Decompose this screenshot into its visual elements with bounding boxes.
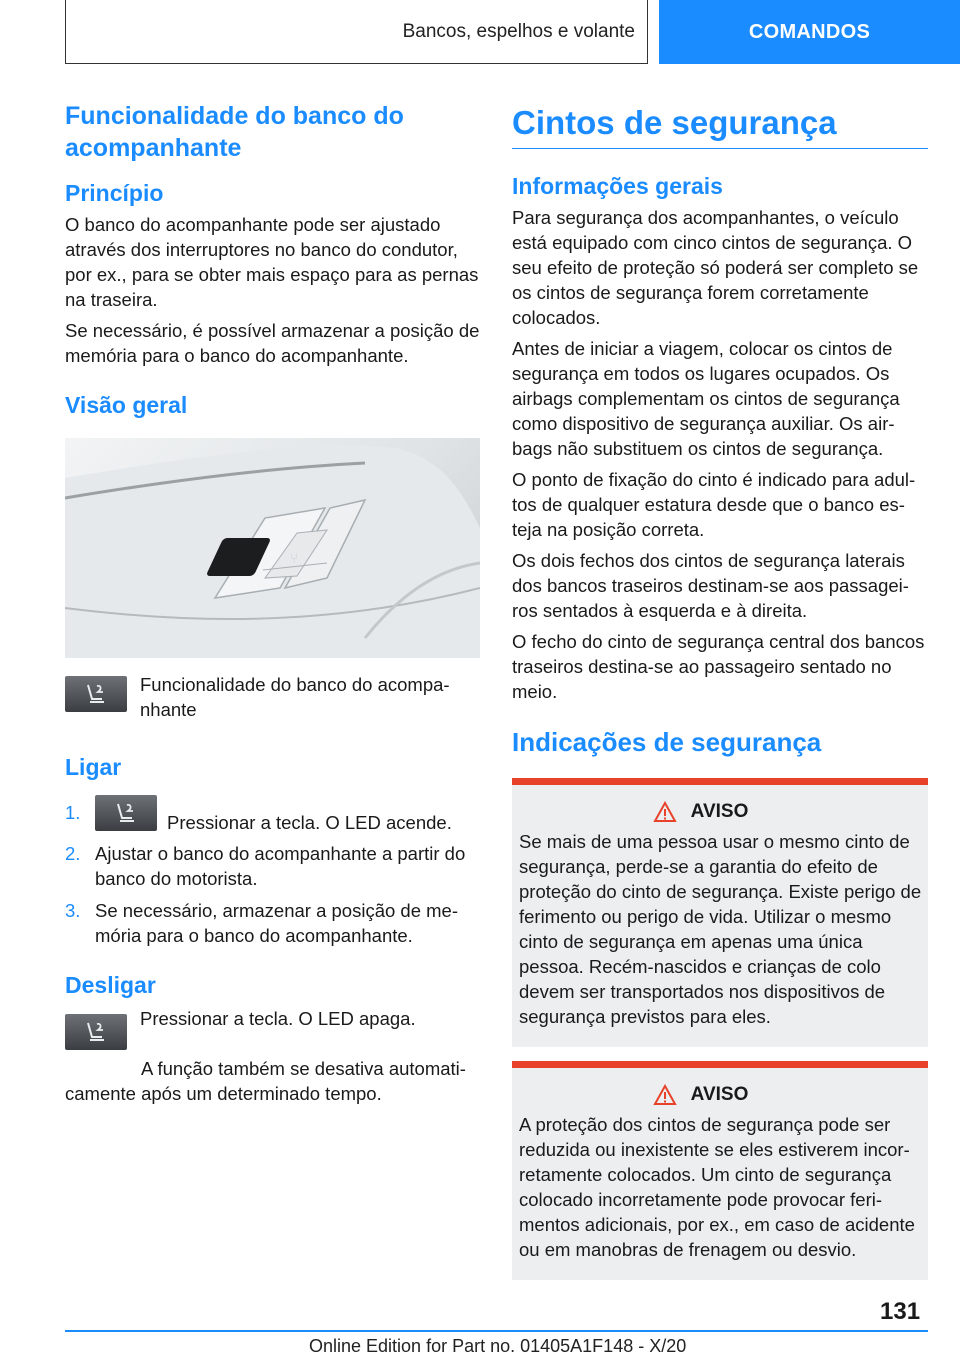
door-panel-illustration bbox=[65, 438, 480, 658]
header-chapter-tab[interactable]: COMANDOS bbox=[659, 0, 960, 64]
warning-triangle-icon bbox=[653, 801, 677, 823]
off-paragraph-1: Pressionar a tecla. O LED apaga. bbox=[140, 1008, 416, 1029]
right-column bbox=[512, 100, 928, 1280]
step-number: 2. bbox=[65, 843, 81, 864]
step-text: Pressionar a tecla. O LED acende. bbox=[167, 812, 452, 833]
general-paragraph: O fecho do cinto de segurança central dos bancos traseiros destina-se ao passageiro sentado no meio. bbox=[512, 631, 925, 702]
warning-text: A proteção dos cintos de segurança pode ser reduzida ou inexistente se eles estiverem incorretamente colocados. Um cinto de segurança colocado incorretamente pode provocar ferimentos adicionais, por ex., em caso de acidente ou em manobras de frenagem ou desvio. bbox=[519, 1114, 915, 1260]
on-steps-list bbox=[65, 790, 480, 948]
step-item bbox=[65, 898, 480, 948]
general-paragraph: Antes de iniciar a viagem, colocar os cintos de segurança em todos os lugares ocupados. Os airbags complementam os cintos de segurança como dispositivo de segurança auxiliar. Os airbags não substituem os cintos de segurança. bbox=[512, 338, 900, 459]
step-number: 1. bbox=[65, 802, 81, 823]
footer-divider bbox=[65, 1330, 928, 1332]
overview-caption: Funcionalidade do banco do acompanhante bbox=[140, 674, 450, 720]
heading-safety-notes: Indicações de segurança bbox=[512, 727, 822, 757]
heading-general-info: Informações gerais bbox=[512, 173, 723, 199]
seat-button-thumbnail bbox=[65, 1014, 127, 1050]
warning-triangle-icon bbox=[653, 1084, 677, 1106]
off-paragraph-2: A função também se desativa automaticamente após um determinado tempo. bbox=[65, 1058, 466, 1104]
passenger-seat-icon bbox=[113, 801, 139, 825]
principle-paragraph-2: Se necessário, é possível armazenar a posição de memória para o banco do acompanhante. bbox=[65, 320, 480, 366]
step-text: Ajustar o banco do acompanhante a partir do banco do motorista. bbox=[95, 843, 466, 889]
page-number: 131 bbox=[880, 1298, 921, 1325]
general-paragraph: Os dois fechos dos cintos de segurança laterais dos bancos traseiros destinam-se aos passageiros sentados à esquerda e à direita. bbox=[512, 550, 909, 621]
principle-paragraph-1: O banco do acompanhante pode ser ajustado através dos interruptores no banco do condutor, por ex., para se obter mais espaço para as pernas na traseira. bbox=[65, 214, 479, 310]
warning-label: AVISO bbox=[690, 801, 749, 822]
step-item bbox=[65, 841, 480, 891]
seat-button-thumbnail bbox=[65, 676, 127, 712]
door-panel-photo bbox=[65, 438, 480, 658]
warning-header bbox=[519, 1084, 922, 1106]
chapter-title-seatbelts: Cintos de segurança bbox=[512, 100, 928, 149]
step-text: Se necessário, armazenar a posição de memória para o banco do acompanhante. bbox=[95, 900, 459, 946]
step-item bbox=[65, 790, 480, 835]
warning-header bbox=[519, 801, 922, 823]
section-title-passenger-seat: Funcionalidade do banco do acompanhante bbox=[65, 102, 404, 162]
warning-box bbox=[512, 1061, 928, 1280]
overview-caption-row bbox=[65, 676, 480, 722]
header-section-title: Bancos, espelhos e volante bbox=[65, 0, 648, 64]
footer-edition: Online Edition for Part no. 01405A1F148 - X/20 bbox=[309, 1336, 687, 1356]
general-paragraph: Para segurança dos acompanhantes, o veículo está equipado com cinco cintos de segurança. O seu efeito de proteção só poderá ser completo se os cintos de segurança forem corretamente colocados. bbox=[512, 207, 919, 328]
step-number: 3. bbox=[65, 900, 81, 921]
warning-text: Se mais de uma pessoa usar o mesmo cinto de segurança, perde-se a garantia do efeito de proteção do cinto de segurança. Existe perigo de ferimento ou perigo de vida. Utilizar o mesmo cinto de segurança em apenas uma única pessoa. Recém-nascidos e crianças de colo devem ser transportados nos dispositivos de segurança previstos para eles. bbox=[519, 831, 922, 1027]
passenger-seat-icon bbox=[83, 1020, 109, 1044]
warning-label: AVISO bbox=[690, 1084, 749, 1105]
heading-on: Ligar bbox=[65, 754, 122, 780]
warning-box bbox=[512, 778, 928, 1047]
seat-button-glyph: ⑂ bbox=[290, 551, 299, 567]
heading-overview: Visão geral bbox=[65, 392, 188, 418]
seat-button-thumbnail bbox=[95, 795, 157, 831]
off-row bbox=[65, 1006, 480, 1050]
general-paragraph: O ponto de fixação do cinto é indicado para adultos de qualquer estatura desde que o banco esteja na posição correta. bbox=[512, 469, 916, 540]
heading-off: Desligar bbox=[65, 972, 156, 998]
heading-principle: Princípio bbox=[65, 180, 164, 206]
passenger-seat-icon bbox=[83, 682, 109, 706]
left-column bbox=[65, 100, 480, 1106]
